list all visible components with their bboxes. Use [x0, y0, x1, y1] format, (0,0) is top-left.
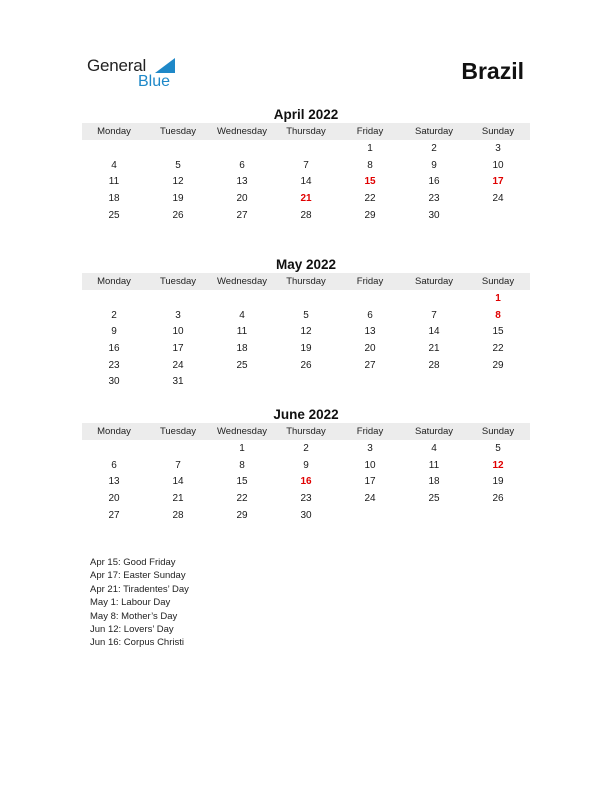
weekday-label: Friday [356, 126, 384, 137]
day-cell: 2 [111, 309, 117, 321]
day-cell: 4 [239, 309, 245, 321]
day-cell: 18 [428, 476, 440, 488]
logo-text-general: General [87, 56, 147, 75]
day-cell: 8 [239, 459, 245, 471]
weekday-header [82, 423, 530, 440]
day-cell: 26 [300, 359, 312, 371]
month-title: April 2022 [273, 107, 339, 122]
day-cell: 27 [108, 509, 120, 521]
day-cell: 11 [428, 459, 440, 471]
day-cell: 18 [108, 192, 120, 204]
day-cell: 15 [236, 476, 248, 488]
day-cell: 12 [300, 326, 312, 338]
day-cell: 7 [175, 459, 181, 471]
holiday-item: May 1: Labour Day [90, 597, 171, 609]
week-row [82, 307, 530, 324]
day-cell: 24 [492, 192, 504, 204]
day-cell: 6 [111, 459, 117, 471]
week-row [82, 173, 530, 190]
day-cell: 21 [300, 192, 312, 204]
holiday-item: Apr 17: Easter Sunday [90, 570, 186, 582]
day-cell: 28 [300, 209, 312, 221]
weekday-label: Wednesday [217, 126, 267, 137]
day-cell: 27 [364, 359, 376, 371]
week-row [82, 207, 530, 224]
weekday-label: Monday [97, 426, 131, 437]
weekday-label: Tuesday [159, 426, 197, 437]
weekday-header [82, 123, 530, 140]
day-cell: 15 [492, 326, 504, 338]
day-cell: 10 [172, 326, 184, 338]
day-cell: 25 [428, 492, 440, 504]
day-cell: 16 [300, 476, 312, 488]
day-cell: 5 [303, 309, 309, 321]
logo-text-blue: Blue [138, 73, 171, 90]
day-cell: 14 [300, 176, 312, 188]
day-cell: 22 [236, 492, 248, 504]
weekday-label: Sunday [481, 126, 515, 137]
day-cell: 28 [172, 509, 184, 521]
day-cell: 9 [431, 159, 437, 171]
day-cell: 14 [172, 476, 184, 488]
day-cell: 6 [367, 309, 373, 321]
weekday-label: Wednesday [217, 276, 267, 287]
day-cell: 25 [108, 209, 120, 221]
day-cell: 29 [236, 509, 248, 521]
weekday-header [82, 273, 530, 290]
weekday-label: Wednesday [217, 426, 267, 437]
day-cell: 1 [367, 142, 373, 154]
week-row [82, 473, 530, 490]
day-cell: 16 [108, 342, 120, 354]
day-cell: 18 [236, 342, 248, 354]
week-row [82, 290, 530, 307]
day-cell: 8 [495, 309, 501, 321]
day-cell: 3 [175, 309, 181, 321]
weekday-label: Saturday [414, 126, 454, 137]
day-cell: 23 [428, 192, 440, 204]
day-cell: 7 [431, 309, 437, 321]
day-cell: 31 [172, 376, 184, 388]
weekday-label: Thursday [286, 276, 326, 287]
brand-logo [87, 56, 187, 92]
week-row [82, 357, 530, 374]
day-cell: 21 [428, 342, 440, 354]
day-cell: 30 [300, 509, 312, 521]
day-cell: 20 [236, 192, 248, 204]
week-row [82, 340, 530, 357]
weekday-label: Saturday [414, 426, 454, 437]
weekday-label: Friday [356, 276, 384, 287]
weekday-label: Tuesday [159, 126, 197, 137]
week-row [82, 490, 530, 507]
day-cell: 8 [367, 159, 373, 171]
day-cell: 21 [172, 492, 184, 504]
day-cell: 1 [239, 442, 245, 454]
day-cell: 14 [428, 326, 440, 338]
day-cell: 6 [239, 159, 245, 171]
day-cell: 13 [108, 476, 120, 488]
weekday-label: Friday [356, 426, 384, 437]
day-cell: 5 [495, 442, 501, 454]
day-cell: 23 [300, 492, 312, 504]
day-cell: 13 [236, 176, 248, 188]
weekday-label: Sunday [481, 426, 515, 437]
day-cell: 30 [428, 209, 440, 221]
weekday-label: Thursday [286, 426, 326, 437]
week-row [82, 323, 530, 340]
month-may [82, 256, 530, 390]
holiday-item: Jun 16: Corpus Christi [90, 637, 184, 649]
day-cell: 4 [431, 442, 437, 454]
weekday-label: Sunday [481, 276, 515, 287]
day-cell: 17 [492, 176, 504, 188]
week-row [82, 140, 530, 157]
day-cell: 20 [108, 492, 120, 504]
day-cell: 24 [364, 492, 376, 504]
day-cell: 19 [172, 192, 184, 204]
month-april [82, 106, 530, 223]
day-cell: 11 [108, 176, 120, 188]
weekday-label: Saturday [414, 276, 454, 287]
day-cell: 25 [236, 359, 248, 371]
month-title: May 2022 [275, 257, 337, 272]
day-cell: 23 [108, 359, 120, 371]
holiday-item: Apr 15: Good Friday [90, 557, 176, 568]
day-cell: 26 [492, 492, 504, 504]
weekday-label: Thursday [286, 126, 326, 137]
day-cell: 9 [303, 459, 309, 471]
holiday-item: Apr 21: Tiradentes’ Day [90, 583, 189, 595]
week-row [82, 190, 530, 207]
day-cell: 24 [172, 359, 184, 371]
week-row [82, 373, 530, 390]
day-cell: 13 [364, 326, 376, 338]
day-cell: 10 [364, 459, 376, 471]
day-cell: 30 [108, 376, 120, 388]
day-cell: 15 [364, 176, 376, 188]
day-cell: 19 [300, 342, 312, 354]
week-row [82, 157, 530, 174]
day-cell: 20 [364, 342, 376, 354]
day-cell: 2 [431, 142, 437, 154]
week-row [82, 457, 530, 474]
day-cell: 27 [236, 209, 248, 221]
day-cell: 2 [303, 442, 309, 454]
weekday-label: Monday [97, 276, 131, 287]
day-cell: 7 [303, 159, 309, 171]
month-june [82, 406, 530, 523]
week-row [82, 507, 530, 524]
month-title: June 2022 [273, 407, 339, 422]
day-cell: 12 [172, 176, 184, 188]
country-title: Brazil [461, 58, 524, 84]
day-cell: 19 [492, 476, 504, 488]
logo-triangle-icon [155, 58, 175, 73]
day-cell: 3 [495, 142, 501, 154]
day-cell: 16 [428, 176, 440, 188]
day-cell: 4 [111, 159, 117, 171]
day-cell: 3 [367, 442, 373, 454]
holiday-list [90, 556, 189, 650]
day-cell: 29 [364, 209, 376, 221]
day-cell: 28 [428, 359, 440, 371]
day-cell: 22 [492, 342, 504, 354]
day-cell: 1 [495, 292, 501, 304]
weekday-label: Tuesday [159, 276, 197, 287]
day-cell: 12 [492, 459, 504, 471]
holiday-item: Jun 12: Lovers’ Day [90, 624, 174, 636]
day-cell: 9 [111, 326, 117, 338]
holiday-item: May 8: Mother’s Day [90, 610, 178, 622]
weekday-label: Monday [97, 126, 131, 137]
day-cell: 22 [364, 192, 376, 204]
day-cell: 26 [172, 209, 184, 221]
day-cell: 5 [175, 159, 181, 171]
day-cell: 29 [492, 359, 504, 371]
day-cell: 17 [172, 342, 184, 354]
day-cell: 10 [492, 159, 504, 171]
day-cell: 11 [236, 326, 248, 338]
week-row [82, 440, 530, 457]
day-cell: 17 [364, 476, 376, 488]
